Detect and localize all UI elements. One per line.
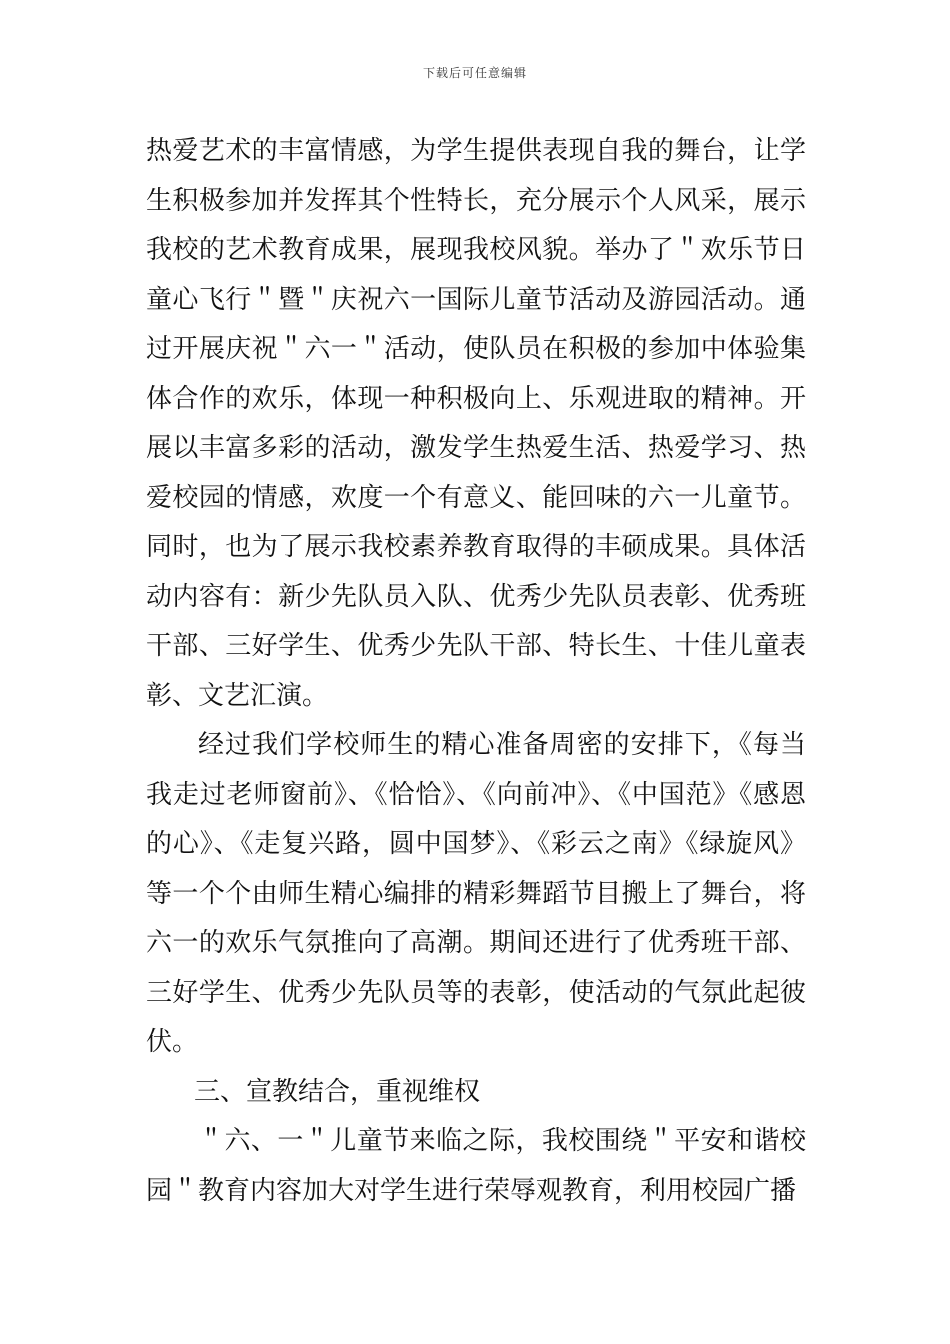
- page-header: 下载后可任意编辑: [422, 66, 527, 80]
- paragraph-2: 经过我们学校师生的精心准备周密的安排下，《每当我走过老师窗前》、《恰恰》、《向前冲》、《中国范》《感恩的心》、《走复兴路，圆中国梦》、《彩云之南》《绿旋风》等一个个由师生精心编排的精彩舞蹈节目搬上了舞台，将六一的欢乐气氛推向了高潮。期间还进行了优秀班干部、三好学生、优秀少先队员等的表彰，使活动的气氛此起彼伏。: [146, 730, 806, 1057]
- paragraph-1: 热爱艺术的丰富情感，为学生提供表现自我的舞台，让学生积极参加并发挥其个性特长，充分展示个人风采，展示我校的艺术教育成果，展现我校风貌。举办了＂欢乐节日童心飞行＂暨＂庆祝六一国际儿童节活动及游园活动。通过开展庆祝＂六一＂活动，使队员在积极的参加中体验集体合作的欢乐，体现一种积极向上、乐观进取的精神。开展以丰富多彩的活动，激发学生热爱生活、热爱学习、热爱校园的情感，欢度一个有意义、能回味的六一儿童节。同时，也为了展示我校素养教育取得的丰硕成果。具体活动内容有：新少先队员入队、优秀少先队员表彰、优秀班干部、三好学生、优秀少先队干部、特长生、十佳儿童表彰、文艺汇演。: [146, 136, 806, 711]
- paragraph-3: ＂六、一＂儿童节来临之际，我校围绕＂平安和谐校园＂教育内容加大对学生进行荣辱观教育，利用校园广播: [146, 1126, 806, 1206]
- section-heading: 三、宣教结合，重视维权: [194, 1076, 481, 1107]
- document-body: [146, 127, 806, 1216]
